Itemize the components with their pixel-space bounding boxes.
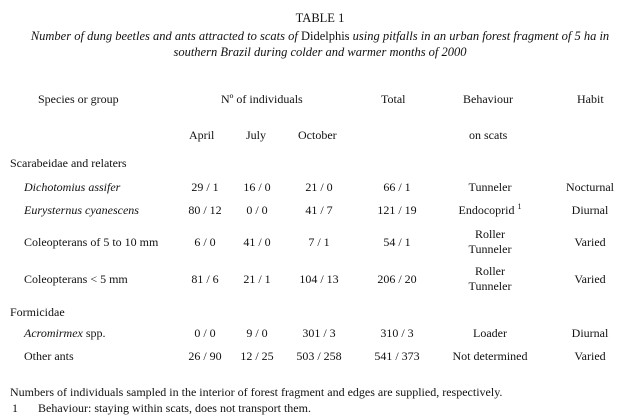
row-october: 7 / 1 — [308, 235, 330, 249]
row-april: 80 / 12 — [188, 203, 222, 217]
row-habit: Varied — [574, 349, 606, 363]
row-october: 41 / 7 — [305, 203, 333, 217]
caption-line2: southern Brazil during colder and warmer months of 2000 — [173, 45, 467, 59]
row-behaviour: Tunneler — [468, 180, 512, 194]
row-behaviour-line1: Roller — [475, 227, 505, 241]
caption-genus: Didelphis — [300, 29, 350, 43]
row-behaviour: Loader — [473, 326, 507, 340]
row-behaviour-line1: Roller — [475, 264, 505, 278]
group-formicidae: Formicidae — [10, 305, 65, 319]
footnote-marker: 1 — [517, 202, 522, 211]
row-species: Coleopterans < 5 mm — [24, 272, 128, 286]
row-behaviour — [448, 264, 532, 294]
row-total: 206 / 20 — [377, 272, 417, 286]
header-on-scats: on scats — [469, 128, 508, 142]
row-behaviour — [448, 227, 532, 257]
row-july: 16 / 0 — [243, 180, 271, 194]
footnote-1-marker: 1 — [12, 401, 18, 415]
header-october: October — [298, 128, 337, 142]
row-species: Coleopterans of 5 to 10 mm — [24, 235, 159, 249]
row-species: Eurysternus cyanescens — [24, 203, 139, 217]
header-behaviour: Behaviour — [463, 92, 513, 106]
row-habit: Varied — [574, 272, 606, 286]
row-april: 6 / 0 — [194, 235, 216, 249]
row-behaviour: Not determined — [452, 349, 528, 363]
row-habit: Nocturnal — [566, 180, 614, 194]
footnote-1-text: Behaviour: staying within scats, does not transport them. — [38, 401, 311, 415]
row-species-suffix: spp. — [82, 326, 106, 340]
row-october: 503 / 258 — [296, 349, 342, 363]
caption-part1: Number of dung beetles and ants attracted to scats of — [30, 29, 301, 43]
row-april: 29 / 1 — [191, 180, 219, 194]
row-october: 21 / 0 — [305, 180, 333, 194]
row-habit: Diurnal — [571, 203, 609, 217]
header-total: Total — [381, 92, 406, 106]
row-habit: Diurnal — [571, 326, 609, 340]
row-july: 41 / 0 — [243, 235, 271, 249]
row-april: 26 / 90 — [188, 349, 222, 363]
row-behaviour — [448, 203, 532, 218]
row-total: 121 / 19 — [377, 203, 417, 217]
header-april: April — [189, 128, 215, 142]
row-habit: Varied — [574, 235, 606, 249]
row-october: 301 / 3 — [302, 326, 336, 340]
caption-part2: using pitfalls in an urban forest fragment of 5 ha in — [349, 29, 610, 43]
row-october: 104 / 13 — [299, 272, 339, 286]
row-species: Dichotomius assifer — [24, 180, 121, 194]
group-scarabeidae: Scarabeidae and relaters — [10, 156, 127, 170]
row-total: 541 / 373 — [374, 349, 420, 363]
row-april: 81 / 6 — [191, 272, 219, 286]
row-total: 54 / 1 — [383, 235, 411, 249]
header-species: Species or group — [38, 92, 119, 106]
footnote-general: Numbers of individuals sampled in the interior of forest fragment and edges are supplied, respectively. — [10, 385, 503, 399]
row-july: 9 / 0 — [246, 326, 268, 340]
row-species — [24, 326, 106, 341]
header-habit: Habit — [577, 92, 604, 106]
row-behaviour-line2: Tunneler — [468, 242, 512, 256]
row-species: Other ants — [24, 349, 74, 363]
row-total: 66 / 1 — [383, 180, 411, 194]
header-individuals: Nº of individuals — [221, 92, 303, 106]
row-total: 310 / 3 — [380, 326, 414, 340]
row-july: 21 / 1 — [243, 272, 271, 286]
row-behaviour-line2: Tunneler — [468, 279, 512, 293]
row-behaviour-text: Endocoprid — [458, 203, 515, 217]
row-april: 0 / 0 — [194, 326, 216, 340]
header-july: July — [246, 128, 267, 142]
row-july: 0 / 0 — [246, 203, 268, 217]
row-july: 12 / 25 — [240, 349, 274, 363]
table-caption — [0, 28, 640, 60]
table-title: TABLE 1 — [295, 11, 345, 25]
row-species-genus: Acromirmex — [24, 326, 83, 340]
